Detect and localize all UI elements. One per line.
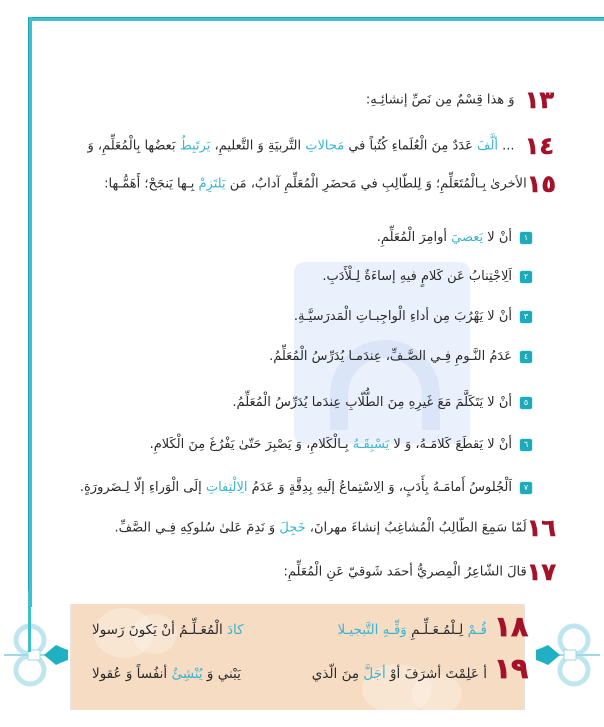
verse-19-second-hemistich	[92, 666, 241, 682]
paragraph-13	[365, 86, 554, 114]
manner-item-2	[322, 267, 532, 287]
line-number-15: ١٥	[526, 170, 556, 198]
text-run: إلَى الْوَراءِ إلّا لِـضَرورَةٍ.	[79, 480, 206, 495]
line-number-18: ١٨	[494, 610, 529, 643]
manner-item-3	[294, 307, 532, 327]
highlighted-word: ألَّفَ	[477, 138, 499, 154]
text-run: اَلِاجْتِنابُ عَن كَلامٍ فيهِ إساءَةٌ لِـلْأَدَبِ.	[322, 269, 512, 284]
page-frame-top-border	[28, 17, 604, 21]
left-arabesque-ornament-icon	[0, 620, 70, 690]
text-run: وَ هذا قِسْمٌ مِن نَصِّ إنشائِـهِ:	[365, 92, 515, 108]
line-number-13: ١٣	[524, 86, 554, 114]
frame-left-border-extension	[28, 590, 31, 652]
text-run: يَبْني وَ	[202, 666, 241, 682]
text-run: لَمّا سَمِعَ الطّالِبُ الْمُشاغِبُ إنشاءَ مهرانَ،	[305, 520, 527, 536]
number-badge-2: ٢	[520, 271, 532, 283]
manner-text-1	[377, 230, 512, 245]
line-number-16: ١٦	[526, 514, 556, 542]
text-run: الأخرىٰ بِـالْمُتَعَلِّمِ؛ وَ لِلطّالِبِ في مَحضَرِ الْمُعَلِّمِ آدابٌ، مَن	[225, 176, 527, 192]
paragraph-13-text	[366, 93, 515, 108]
highlighted-word: مَجالاتِ	[305, 138, 345, 154]
paragraph-14-text	[87, 139, 514, 154]
text-run: عَدَدٌ مِنَ الْعُلَماءِ كُتُباً في	[344, 138, 477, 154]
text-run: وَ نَدِمَ عَلىٰ سُلوكِهِ فِـي الصَّفِّ.	[114, 520, 280, 536]
text-run: أوامِرَ الْمُعَلِّمِ.	[376, 230, 452, 245]
text-run: أ عَلِمْتَ أشرَفَ أوْ	[385, 666, 487, 682]
highlighted-word: قُـمْ	[467, 622, 487, 638]
highlighted-word: يَلتَزِمْ	[198, 176, 226, 192]
poem-box	[70, 604, 525, 710]
text-run: بِـها يَنجَحْ؛ أَهَمُّـها:	[104, 176, 199, 192]
manner-item-4	[269, 347, 532, 367]
text-run: أنْ لا يَهْرُبَ مِن أداءِ الْواجِبـاتِ الْمَدرَسيَّـةِ.	[293, 309, 512, 324]
manner-item-6	[150, 435, 532, 455]
manner-item-5	[232, 393, 532, 413]
paragraph-16	[114, 514, 556, 542]
verse-18-second-hemistich	[92, 622, 244, 638]
highlighted-word: كادَ	[226, 622, 244, 638]
text-run: التَّربيَةِ وَ التَّعليمِ،	[210, 138, 306, 154]
highlighted-word: يَسْبِقَـهُ	[352, 437, 390, 452]
highlighted-word: خَجِلَ	[279, 520, 306, 536]
number-badge-6: ٦	[520, 439, 532, 451]
highlighted-word: وَفِّـهِ التَّبجيـلا	[337, 622, 407, 638]
number-badge-7: ٧	[520, 482, 532, 494]
number-badge-3: ٣	[520, 311, 532, 323]
verse-18-first-hemistich	[338, 622, 487, 638]
manner-text-2	[322, 269, 512, 284]
text-run: أنْ لا يَتَكَلَّمَ مَعَ غَيرِهِ مِنَ الطُّلّابِ عِندَما يُدَرِّسُ الْمُعَلِّمُ.	[232, 395, 512, 410]
text-run: بِـالْكَلامِ، وَ يَصْبِرَ حَتّىٰ يَفْرُغَ مِنَ الْكَلامِ.	[149, 437, 353, 452]
manner-text-4	[269, 349, 512, 364]
line-number-19: ١٩	[494, 652, 529, 685]
paragraph-17	[283, 558, 556, 586]
paragraph-16-text	[115, 521, 527, 536]
manner-text-6	[150, 437, 512, 452]
text-run: أنْ لا يَقطَعَ كَلامَـهُ، وَ لا	[389, 437, 512, 452]
highlighted-word: أجَلَّ	[363, 666, 386, 682]
highlighted-word: يَرتَبِطُ	[179, 138, 211, 154]
line-number-14: ١٤	[524, 132, 554, 160]
paragraph-14	[87, 132, 554, 160]
paragraph-15	[104, 170, 556, 198]
right-arabesque-ornament-icon	[534, 620, 604, 690]
text-run: عَدَمُ النَّـومِ فِـي الصَّـفِّ، عِندَمـا يُدَرِّسُ الْمُعَلِّمُ.	[269, 349, 512, 364]
manner-text-5	[232, 395, 512, 410]
number-badge-4: ٤	[520, 351, 532, 363]
text-run: أنْ لا	[483, 230, 512, 245]
highlighted-word: الِالْتِفاتِ	[205, 480, 248, 495]
text-run: ...	[498, 138, 515, 154]
number-badge-5: ٥	[520, 397, 532, 409]
number-badge-1: ١	[520, 232, 532, 244]
highlighted-word: يُنْشِئُ	[171, 666, 203, 682]
text-run: الْمُعَـلِّـمُ أنْ يَكونَ رَسولا	[92, 622, 227, 638]
text-run: بَعضُها بِالْمُعَلِّمِ، وَ	[87, 138, 180, 154]
paragraph-17-text: قالَ الشّاعِرُ الْمِصريُّ أحمَد شَوقيّ عَنِ الْمُعَلِّمِ:	[283, 564, 527, 580]
paragraph-15-text	[104, 177, 527, 192]
manner-text-3	[294, 309, 512, 324]
manner-item-1	[377, 228, 532, 248]
text-run: أنفُساً وَ عُقولا	[92, 666, 172, 682]
highlighted-word: يَعصيَ	[451, 230, 484, 245]
verse-19-first-hemistich	[312, 666, 487, 682]
line-number-17: ١٧	[526, 558, 556, 586]
manner-text-7	[80, 480, 512, 495]
text-run: لِـلْمُـعَـلِّـمِ	[406, 622, 468, 638]
manner-item-7	[80, 478, 532, 498]
page-frame-left-border	[28, 17, 32, 607]
text-run: اَلْجُلوسُ أَمامَـهُ بِأَدَبٍ، وَ الِاسْتِماعُ إلَيهِ بِدِقَّةٍ وَ عَدَمُ	[247, 480, 512, 495]
text-run: مِنَ الّذي	[311, 666, 364, 682]
